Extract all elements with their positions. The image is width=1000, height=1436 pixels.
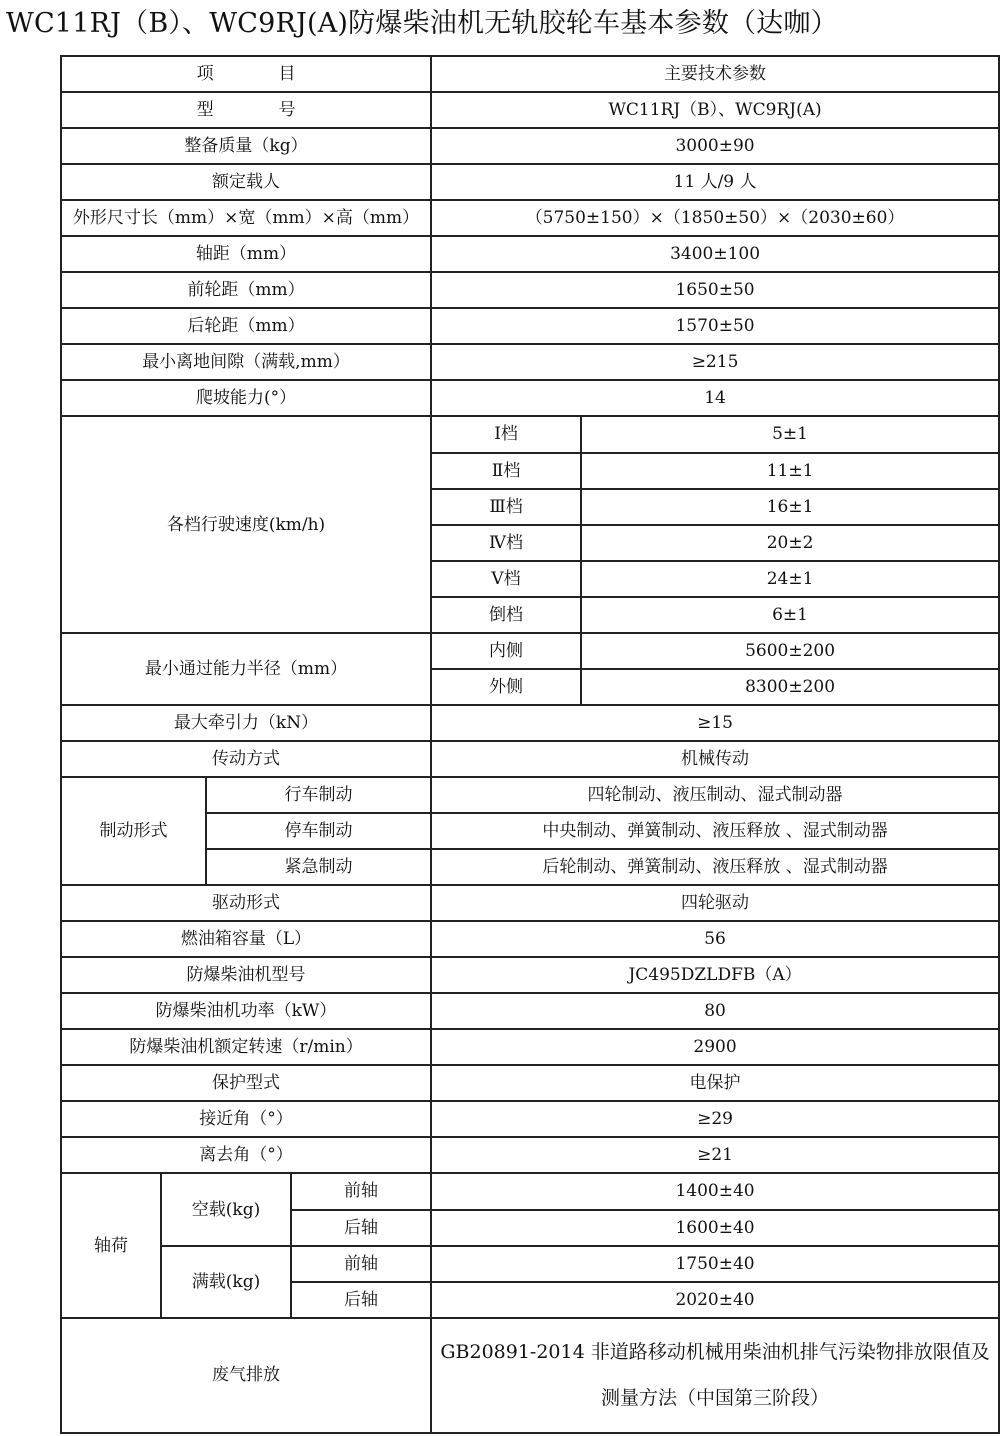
gear-value: 20±2 bbox=[581, 525, 999, 561]
page-title: WC11RJ（B）、WC9RJ(A)防爆柴油机无轨胶轮车基本参数（达咖） bbox=[6, 8, 838, 39]
table-row bbox=[61, 1318, 999, 1433]
row-value: WC11RJ（B）、WC9RJ(A) bbox=[431, 92, 999, 128]
spec-table bbox=[60, 55, 1000, 1434]
row-value: 电保护 bbox=[431, 1065, 999, 1101]
row-label: 防爆柴油机功率（kW） bbox=[61, 993, 431, 1029]
row-value: JC495DZLDFB（A） bbox=[431, 957, 999, 993]
table-row bbox=[61, 236, 999, 272]
table-row bbox=[61, 993, 999, 1029]
row-value: 56 bbox=[431, 921, 999, 957]
table-row bbox=[61, 200, 999, 236]
row-label: 后轮距（mm） bbox=[61, 308, 431, 344]
row-value: 80 bbox=[431, 993, 999, 1029]
row-label: 最大牵引力（kN） bbox=[61, 705, 431, 741]
row-value: 四轮驱动 bbox=[431, 885, 999, 921]
turning-side: 外侧 bbox=[431, 669, 581, 705]
table-row bbox=[61, 633, 999, 669]
table-row bbox=[61, 1029, 999, 1065]
row-value: 1650±50 bbox=[431, 272, 999, 308]
table-row bbox=[61, 1173, 999, 1209]
gear-label: Ⅳ档 bbox=[431, 525, 581, 561]
axle-label: 轴荷 bbox=[61, 1173, 161, 1317]
axle-value: 1400±40 bbox=[431, 1173, 999, 1209]
table-row bbox=[61, 164, 999, 200]
axle-position: 后轴 bbox=[291, 1282, 431, 1318]
header-value-cell: 主要技术参数 bbox=[431, 56, 999, 92]
gear-label: Ⅴ档 bbox=[431, 561, 581, 597]
braking-value: 四轮制动、液压制动、湿式制动器 bbox=[431, 777, 999, 813]
table-row bbox=[61, 128, 999, 164]
table-row bbox=[61, 344, 999, 380]
table-row bbox=[61, 1137, 999, 1173]
axle-value: 1750±40 bbox=[431, 1246, 999, 1282]
row-value: ≥29 bbox=[431, 1101, 999, 1137]
turning-side: 内侧 bbox=[431, 633, 581, 669]
table-row bbox=[61, 272, 999, 308]
turning-value: 8300±200 bbox=[581, 669, 999, 705]
row-value: ≥21 bbox=[431, 1137, 999, 1173]
gear-value: 16±1 bbox=[581, 489, 999, 525]
row-label: 前轮距（mm） bbox=[61, 272, 431, 308]
row-label: 防爆柴油机型号 bbox=[61, 957, 431, 993]
row-label: 最小离地间隙（满载,mm） bbox=[61, 344, 431, 380]
row-value: 2900 bbox=[431, 1029, 999, 1065]
row-label: 燃油箱容量（L） bbox=[61, 921, 431, 957]
exhaust-label: 废气排放 bbox=[61, 1318, 431, 1433]
braking-value: 中央制动、弹簧制动、液压释放 、湿式制动器 bbox=[431, 813, 999, 849]
braking-label: 制动形式 bbox=[61, 777, 206, 885]
row-label: 整备质量（kg） bbox=[61, 128, 431, 164]
row-label: 驱动形式 bbox=[61, 885, 431, 921]
axle-value: 2020±40 bbox=[431, 1282, 999, 1318]
axle-position: 后轴 bbox=[291, 1210, 431, 1246]
axle-position: 前轴 bbox=[291, 1173, 431, 1209]
row-label: 接近角（°） bbox=[61, 1101, 431, 1137]
axle-position: 前轴 bbox=[291, 1246, 431, 1282]
table-row bbox=[61, 777, 999, 813]
row-value: 14 bbox=[431, 380, 999, 416]
gear-label: Ⅲ档 bbox=[431, 489, 581, 525]
axle-empty-label: 空载(kg) bbox=[161, 1173, 291, 1245]
row-value: 3400±100 bbox=[431, 236, 999, 272]
row-label: 轴距（mm） bbox=[61, 236, 431, 272]
table-row bbox=[61, 380, 999, 416]
table-row bbox=[61, 741, 999, 777]
gear-label: Ⅱ档 bbox=[431, 453, 581, 489]
row-value: ≥215 bbox=[431, 344, 999, 380]
row-label: 额定载人 bbox=[61, 164, 431, 200]
gear-value: 24±1 bbox=[581, 561, 999, 597]
exhaust-value: GB20891-2014 非道路移动机械用柴油机排气污染物排放限值及测量方法（中国第三阶段） bbox=[431, 1318, 999, 1433]
table-row bbox=[61, 957, 999, 993]
speed-label: 各档行驶速度(km/h) bbox=[61, 416, 431, 632]
header-item-cell: 项 目 bbox=[61, 56, 431, 92]
gear-value: 6±1 bbox=[581, 597, 999, 633]
row-label: 外形尺寸长（mm）×宽（mm）×高（mm） bbox=[61, 200, 431, 236]
gear-label: 倒档 bbox=[431, 597, 581, 633]
row-label: 型 号 bbox=[61, 92, 431, 128]
braking-value: 后轮制动、弹簧制动、液压释放 、湿式制动器 bbox=[431, 849, 999, 885]
row-label: 传动方式 bbox=[61, 741, 431, 777]
row-label: 爬坡能力(°） bbox=[61, 380, 431, 416]
axle-value: 1600±40 bbox=[431, 1210, 999, 1246]
turning-label: 最小通过能力半径（mm） bbox=[61, 633, 431, 705]
row-label: 保护型式 bbox=[61, 1065, 431, 1101]
row-value: 机械传动 bbox=[431, 741, 999, 777]
table-row bbox=[61, 92, 999, 128]
row-value: ≥15 bbox=[431, 705, 999, 741]
gear-value: 11±1 bbox=[581, 453, 999, 489]
row-value: 1570±50 bbox=[431, 308, 999, 344]
axle-full-label: 满载(kg) bbox=[161, 1246, 291, 1318]
row-label: 防爆柴油机额定转速（r/min） bbox=[61, 1029, 431, 1065]
table-row bbox=[61, 308, 999, 344]
braking-type: 行车制动 bbox=[206, 777, 431, 813]
braking-type: 紧急制动 bbox=[206, 849, 431, 885]
table-row bbox=[61, 416, 999, 452]
gear-value: 5±1 bbox=[581, 416, 999, 452]
table-row bbox=[61, 921, 999, 957]
table-row bbox=[61, 1065, 999, 1101]
row-value: 11 人/9 人 bbox=[431, 164, 999, 200]
row-label: 离去角（°） bbox=[61, 1137, 431, 1173]
table-header-row bbox=[61, 56, 999, 92]
gear-label: Ⅰ档 bbox=[431, 416, 581, 452]
table-row bbox=[61, 705, 999, 741]
row-value: 3000±90 bbox=[431, 128, 999, 164]
table-row bbox=[61, 1101, 999, 1137]
turning-value: 5600±200 bbox=[581, 633, 999, 669]
braking-type: 停车制动 bbox=[206, 813, 431, 849]
table-row bbox=[61, 1246, 999, 1282]
row-value: （5750±150）×（1850±50）×（2030±60） bbox=[431, 200, 999, 236]
table-row bbox=[61, 885, 999, 921]
